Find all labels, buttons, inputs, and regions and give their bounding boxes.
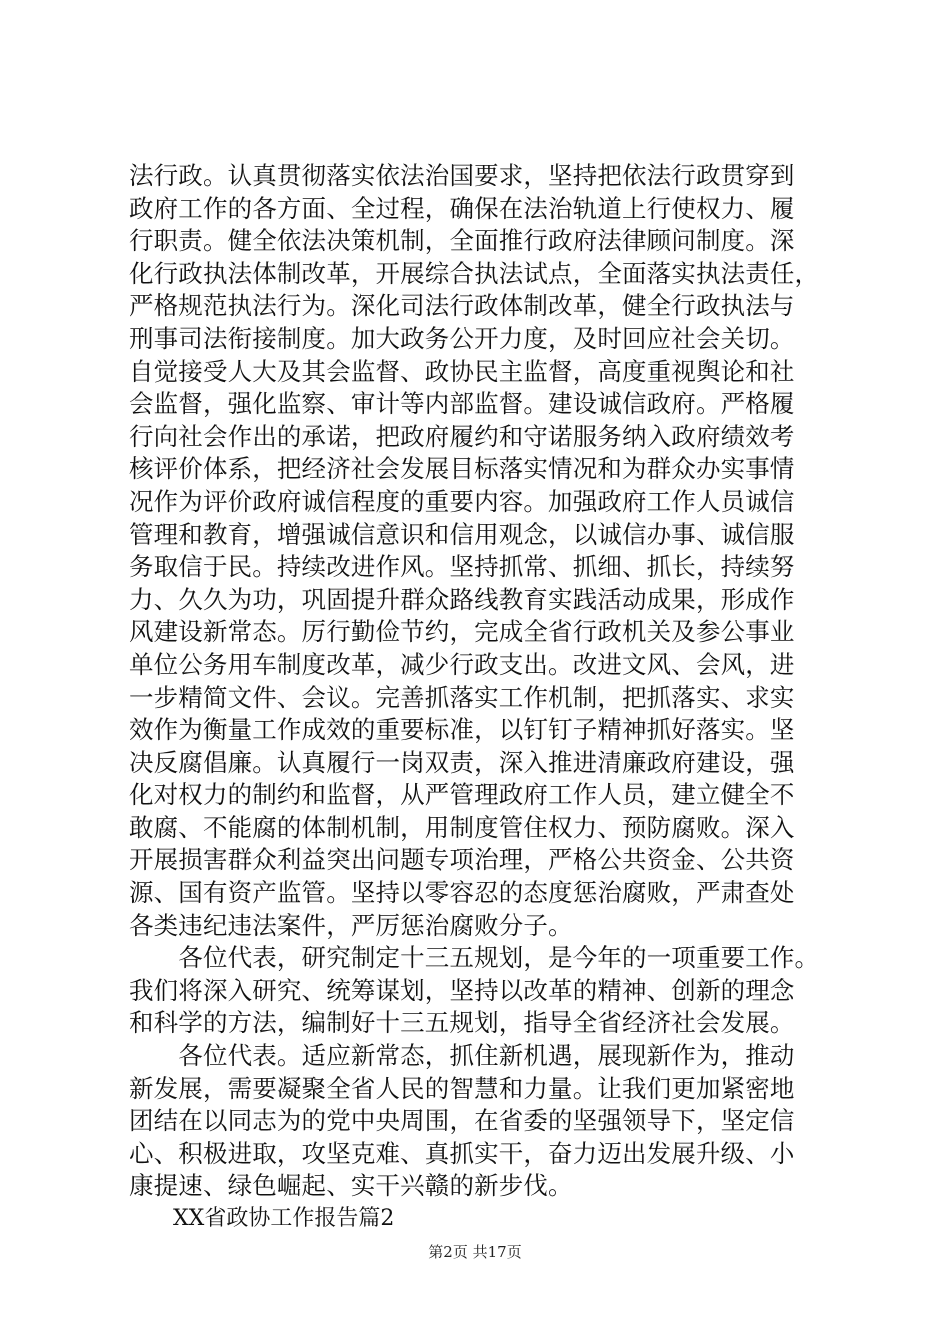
- text-line: 单位公务用车制度改革，减少行政支出。改进文风、会风，进: [129, 649, 795, 679]
- text-line: 况作为评价政府诚信程度的重要内容。加强政府工作人员诚信: [129, 486, 795, 516]
- document-body: [129, 160, 833, 1236]
- text-line: 刑事司法衔接制度。加大政务公开力度，及时回应社会关切。: [129, 323, 795, 353]
- text-line: 行向社会作出的承诺，把政府履约和守诺服务纳入政府绩效考: [129, 421, 795, 451]
- text-line: 我们将深入研究、统筹谋划，坚持以改革的精神、创新的理念: [129, 975, 795, 1005]
- text-line: 效作为衡量工作成效的重要标准，以钉钉子精神抓好落实。坚: [129, 715, 795, 745]
- page-footer: [0, 1242, 950, 1262]
- text-line: 风建设新常态。厉行勤俭节约，完成全省行政机关及参公事业: [129, 617, 795, 647]
- text-line: 务取信于民。持续改进作风。坚持抓常、抓细、抓长，持续努: [129, 552, 795, 582]
- text-line: 自觉接受人大及其会监督、政协民主监督，高度重视舆论和社: [129, 356, 795, 386]
- text-line: 敢腐、不能腐的体制机制，用制度管住权力、预防腐败。深入: [129, 812, 795, 842]
- text-line: 新发展，需要凝聚全省人民的智慧和力量。让我们更加紧密地: [129, 1073, 795, 1103]
- text-line: 政府工作的各方面、全过程，确保在法治轨道上行使权力、履: [129, 193, 795, 223]
- text-line: 核评价体系，把经济社会发展目标落实情况和为群众办实事情: [129, 454, 795, 484]
- text-line: 源、国有资产监管。坚持以零容忍的态度惩治腐败，严肃查处: [129, 878, 795, 908]
- text-line: 决反腐倡廉。认真履行一岗双责，深入推进清廉政府建设，强: [129, 747, 795, 777]
- text-line: 心、积极进取，攻坚克难、真抓实干，奋力迈出发展升级、小: [129, 1138, 795, 1168]
- text-line: 化对权力的制约和监督，从严管理政府工作人员，建立健全不: [129, 780, 795, 810]
- text-line: 和科学的方法，编制好十三五规划，指导全省经济社会发展。: [129, 1008, 795, 1038]
- text-line: 一步精简文件、会议。完善抓落实工作机制，把抓落实、求实: [129, 682, 795, 712]
- text-line: 化行政执法体制改革，开展综合执法试点，全面落实执法责任，: [129, 258, 820, 288]
- section-heading: XX省政协工作报告篇2: [173, 1206, 395, 1231]
- text-line: 各位代表，研究制定十三五规划，是今年的一项重要工作。: [129, 943, 820, 973]
- text-line: 行职责。健全依法决策机制，全面推行政府法律顾问制度。深: [129, 226, 795, 256]
- text-line: 各位代表。适应新常态，抓住新机遇，展现新作为，推动: [129, 1041, 795, 1071]
- text-line: 开展损害群众利益突出问题专项治理，严格公共资金、公共资: [129, 845, 795, 875]
- text-line: 管理和教育，增强诚信意识和信用观念，以诚信办事、诚信服: [129, 519, 795, 549]
- page-number-label: 第2页 共17页: [428, 1243, 522, 1261]
- text-line: 各类违纪违法案件，严厉惩治腐败分子。: [129, 910, 573, 940]
- text-line: 会监督，强化监察、审计等内部监督。建设诚信政府。严格履: [129, 389, 795, 419]
- text-line: 法行政。认真贯彻落实依法治国要求，坚持把依法行政贯穿到: [129, 161, 795, 190]
- text-line: 康提速、绿色崛起、实干兴赣的新步伐。: [129, 1171, 573, 1201]
- text-line: 团结在以同志为的党中央周围，在省委的坚强领导下，坚定信: [129, 1106, 795, 1136]
- text-line: 严格规范执法行为。深化司法行政体制改革，健全行政执法与: [129, 291, 795, 321]
- text-line: 力、久久为功，巩固提升群众路线教育实践活动成果，形成作: [129, 584, 795, 614]
